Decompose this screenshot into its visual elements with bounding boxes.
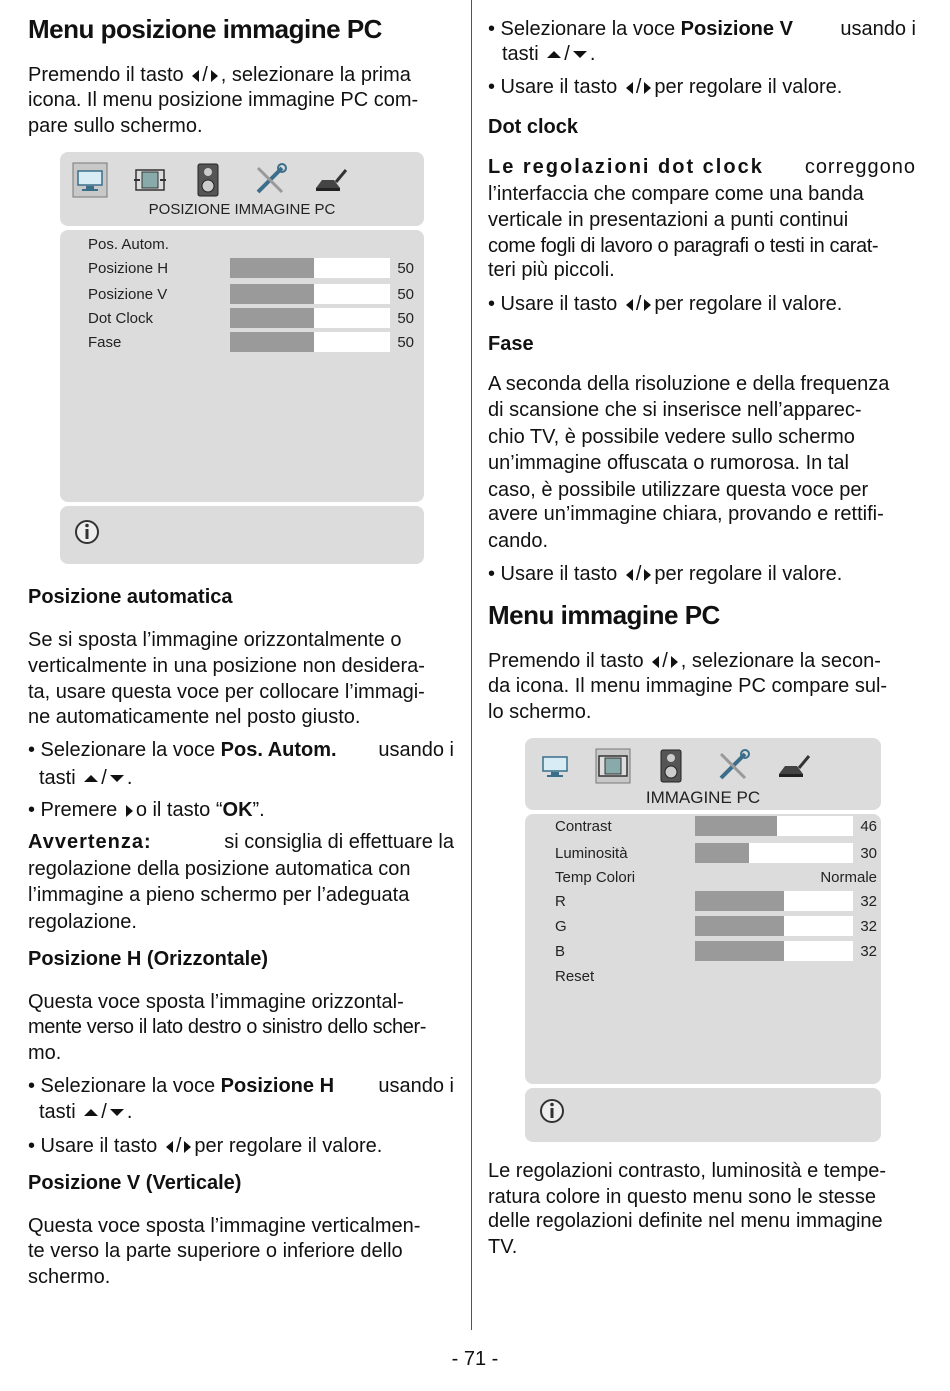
osd-slider-bar[interactable] (230, 332, 390, 352)
paragraph-line: ne automaticamente nel posto giusto. (28, 706, 361, 728)
paragraph-line: te verso la parte superiore o inferiore dello (28, 1240, 403, 1262)
bullet-item: • Usare il tasto / per regolare il valore. (488, 563, 843, 585)
monitor-icon[interactable] (72, 162, 108, 198)
osd-row-label[interactable]: Pos. Autom. (88, 236, 169, 253)
intro-line-2: da icona. Il menu immagine PC compare sul- (488, 675, 888, 697)
osd-row-value: 30 (860, 845, 877, 862)
section-heading: Menu posizione immagine PC (28, 14, 382, 44)
paragraph-line: mente verso il lato destro o sinistro dello scher- (28, 1016, 426, 1038)
bullet-item: • Selezionare la voce Posizione V usando i (488, 18, 916, 40)
speaker-icon[interactable] (653, 748, 689, 784)
bullet-item-cont: tasti / . (39, 1101, 133, 1123)
osd-row-label[interactable]: Luminosità (555, 845, 628, 862)
osd-row-label[interactable]: Temp Colori (555, 869, 636, 886)
tools-icon[interactable] (252, 162, 288, 198)
tools-icon[interactable] (715, 748, 751, 784)
osd-row-label[interactable]: Dot Clock (88, 310, 154, 327)
osd-slider-bar[interactable] (695, 916, 853, 936)
paragraph-line: delle regolazioni definite nel menu immagine (488, 1210, 883, 1232)
left-arrow-icon (192, 70, 199, 82)
osd-picture-menu (525, 738, 881, 1142)
column-divider (471, 0, 472, 1330)
paragraph-line: come fogli di lavoro o paragrafi o testi in carat- (488, 235, 879, 257)
left-arrow-icon (626, 82, 633, 94)
subsection-title: Posizione V (Verticale) (28, 1172, 242, 1194)
up-arrow-icon (547, 51, 561, 58)
paragraph-line: caso, è possibile utilizzare questa voce per (488, 479, 869, 501)
bullet-item: • Usare il tasto / per regolare il valore. (488, 76, 843, 98)
osd-row-value: 50 (397, 334, 414, 351)
osd-slider-fill (695, 891, 784, 911)
warning-line: Avvertenza: si consiglia di effettuare la (28, 831, 454, 853)
paragraph-line: di scansione che si inserisce nell’apparec- (488, 399, 862, 421)
osd-slider-fill (230, 284, 314, 304)
osd-row-label[interactable]: Fase (88, 334, 122, 351)
paragraph-line: l’immagine a pieno schermo per l’adeguata (28, 884, 410, 906)
intro-line-2: icona. Il menu posizione immagine PC com- (28, 89, 419, 111)
paragraph-line: A seconda della risoluzione e della frequenza (488, 373, 890, 395)
down-arrow-icon (110, 1109, 124, 1116)
osd-slider-fill (695, 816, 777, 836)
left-arrow-icon (166, 1141, 173, 1153)
osd-row-label[interactable]: G (555, 918, 567, 935)
paragraph-line: avere un’immagine chiara, provando e rettifi- (488, 503, 884, 525)
osd-slider-bar[interactable] (230, 284, 390, 304)
osd-row-label[interactable]: Reset (555, 968, 595, 985)
osd-row-label[interactable]: Posizione V (88, 286, 168, 303)
intro-line-3: lo schermo. (488, 701, 592, 723)
up-arrow-icon (84, 1109, 98, 1116)
info-icon (74, 519, 100, 545)
bullet-item-cont: tasti / . (502, 43, 596, 65)
paragraph-line: ta, usare questa voce per collocare l’immagi- (28, 681, 425, 703)
subsection-title: Fase (488, 333, 534, 355)
osd-row-label[interactable]: Contrast (555, 818, 612, 835)
bullet-item: • Selezionare la voce Posizione H usando i (28, 1075, 454, 1097)
osd-slider-bar[interactable] (695, 816, 853, 836)
bullet-item-cont: tasti / . (39, 767, 133, 789)
paragraph-line: ratura colore in questo menu sono le stesse (488, 1186, 876, 1208)
right-arrow-icon (644, 299, 651, 311)
paragraph-line: schermo. (28, 1266, 111, 1288)
osd-row-value: 46 (860, 818, 877, 835)
page-number: - 71 - (451, 1348, 499, 1370)
subsection-title: Dot clock (488, 116, 579, 138)
right-arrow-icon (644, 82, 651, 94)
paragraph-line: regolazione della posizione automatica con (28, 858, 411, 880)
up-arrow-icon (84, 775, 98, 782)
left-arrow-icon (626, 569, 633, 581)
down-arrow-icon (110, 775, 124, 782)
left-arrow-icon (626, 299, 633, 311)
bullet-item: • Usare il tasto / per regolare il valore. (488, 293, 843, 315)
right-arrow-icon (644, 569, 651, 581)
osd-row-value: 32 (860, 918, 877, 935)
picture-icon[interactable] (595, 748, 631, 784)
osd-slider-fill (230, 308, 314, 328)
speaker-icon[interactable] (190, 162, 226, 198)
paragraph-line: regolazione. (28, 911, 137, 933)
osd-slider-bar[interactable] (695, 891, 853, 911)
osd-info-panel (525, 1088, 881, 1142)
osd-row-label[interactable]: Posizione H (88, 260, 169, 277)
paragraph-line: TV. (488, 1236, 518, 1258)
osd-slider-bar[interactable] (230, 308, 390, 328)
paragraph-line: teri più piccoli. (488, 259, 615, 281)
osd-slider-fill (230, 332, 314, 352)
bullet-item: • Usare il tasto / per regolare il valore. (28, 1135, 383, 1157)
info-icon (539, 1098, 565, 1124)
osd-row-label[interactable]: B (555, 943, 566, 960)
bullet-item: • Premere o il tasto “OK”. (28, 799, 265, 821)
intro-line-1: Premendo il tasto / , selezionare la prima (28, 64, 411, 86)
osd-slider-bar[interactable] (230, 258, 390, 278)
paragraph-line: Questa voce sposta l’immagine orizzontal- (28, 991, 404, 1013)
osd-slider-bar[interactable] (695, 843, 853, 863)
osd-title: POSIZIONE IMMAGINE PC (148, 201, 336, 218)
osd-title: IMMAGINE PC (645, 788, 761, 807)
osd-info-panel (60, 506, 424, 564)
down-arrow-icon (573, 51, 587, 58)
bullet-item: • Selezionare la voce Pos. Autom. usando i (28, 739, 454, 761)
satellite-install-icon[interactable] (312, 162, 348, 198)
dot-clock-lead-line: Le regolazioni dot clock correggono (488, 156, 916, 178)
paragraph-line: Le regolazioni contrasto, luminosità e tempe- (488, 1160, 886, 1182)
paragraph-line: Questa voce sposta l’immagine verticalmen- (28, 1215, 421, 1237)
subsection-title: Posizione automatica (28, 586, 233, 608)
osd-slider-fill (695, 916, 784, 936)
intro-line-1: Premendo il tasto / , selezionare la secon- (488, 650, 881, 672)
right-arrow-icon (184, 1141, 191, 1153)
left-arrow-icon (652, 656, 659, 668)
osd-position-menu (60, 152, 424, 564)
paragraph-line: chio TV, è possibile vedere sullo schermo (488, 426, 855, 448)
paragraph-line: cando. (488, 530, 549, 552)
osd-row-label[interactable]: R (555, 893, 566, 910)
osd-row-value: 32 (860, 893, 877, 910)
paragraph-line: verticale in presentazioni a punti continui (488, 209, 849, 231)
right-arrow-icon (211, 70, 218, 82)
picture-icon[interactable] (132, 162, 168, 198)
paragraph-line: verticalmente in una posizione non desidera- (28, 655, 425, 677)
right-arrow-icon (671, 656, 678, 668)
paragraph-line: un’immagine offuscata o rumorosa. In tal (488, 452, 849, 474)
osd-row-value: 50 (397, 260, 414, 277)
subsection-title: Posizione H (Orizzontale) (28, 948, 269, 970)
osd-row-value: 50 (397, 286, 414, 303)
osd-row-value: Normale (820, 869, 877, 886)
osd-row-value: 32 (860, 943, 877, 960)
osd-slider-fill (230, 258, 314, 278)
osd-slider-bar[interactable] (695, 941, 853, 961)
right-arrow-icon (126, 805, 133, 817)
satellite-install-icon[interactable] (775, 748, 811, 784)
osd-slider-fill (695, 843, 749, 863)
monitor-icon[interactable] (537, 748, 573, 784)
osd-slider-fill (695, 941, 784, 961)
paragraph-line: Se si sposta l’immagine orizzontalmente o (28, 629, 402, 651)
section-heading: Menu immagine PC (488, 600, 720, 630)
intro-line-3: pare sullo schermo. (28, 115, 203, 137)
osd-row-value: 50 (397, 310, 414, 327)
paragraph-line: l’interfaccia che compare come una banda (488, 183, 864, 205)
paragraph-line: mo. (28, 1042, 62, 1064)
